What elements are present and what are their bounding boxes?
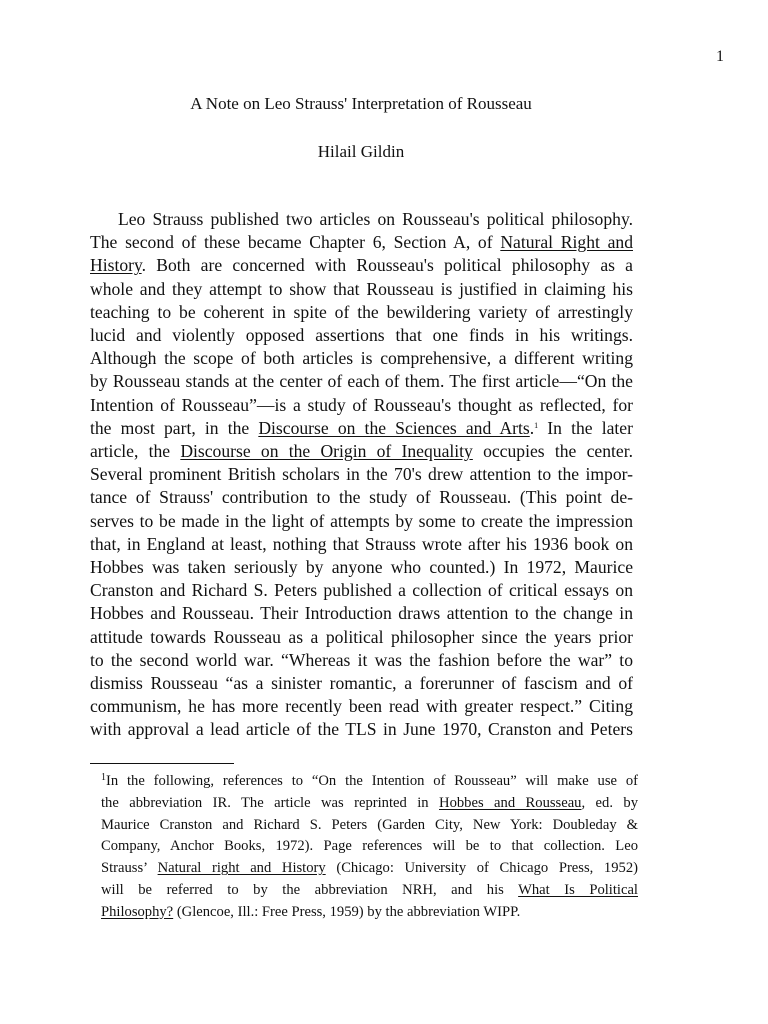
text-run: (Chicago: University of Chicago Press, 1952) bbox=[336, 860, 638, 877]
footnote-line bbox=[101, 858, 638, 880]
document-title: A Note on Leo Strauss' Interpretation of Rousseau bbox=[190, 94, 532, 113]
text-line: Intention of Rousseau”—is a study of Rousseau's thought as reflected, for bbox=[90, 394, 633, 415]
book-title-wipp-part2: Philosophy? bbox=[101, 903, 174, 920]
text-line: by Rousseau stands at the center of each of them. The first article—“On the bbox=[90, 371, 633, 392]
text-line: serves to be made in the light of attempts by some to create the impression bbox=[90, 510, 633, 531]
text-run: occupies the center. bbox=[483, 441, 633, 462]
text-line: with approval a lead article of the TLS in June 1970, Cranston and Peters bbox=[90, 719, 633, 740]
text-line bbox=[90, 254, 633, 277]
text-line: attitude towards Rousseau as a political philosopher since the years prior bbox=[90, 626, 633, 647]
book-title-hobbes-rousseau: Hobbes and Rousseau bbox=[439, 794, 582, 811]
text-line: that, in England at least, nothing that Strauss wrote after his 1936 book on bbox=[90, 533, 633, 554]
text-line: whole and they attempt to show that Rousseau is justified in claiming his bbox=[90, 278, 633, 299]
footnote-line bbox=[101, 880, 638, 902]
book-title-history: History bbox=[90, 255, 142, 276]
text-line: teaching to be coherent in spite of the bewildering variety of arrestingly bbox=[90, 301, 633, 322]
footnote-line: Company, Anchor Books, 1972). Page references will be to that collection. Leo bbox=[101, 838, 638, 855]
text-line: communism, he has more recently been read with greater respect.” Citing bbox=[90, 696, 633, 717]
text-run: . Both are concerned with Rousseau's political philosophy as a bbox=[141, 255, 633, 276]
footnote-line bbox=[101, 902, 638, 924]
text-run: will be referred to by the abbreviation NRH, and his bbox=[101, 881, 504, 898]
book-title-natural-right: Natural Right and bbox=[500, 232, 633, 253]
page-number: 1 bbox=[716, 48, 724, 65]
text-run: (Glencoe, Ill.: Free Press, 1959) by the abbreviation WIPP. bbox=[173, 903, 521, 920]
text-run: Strauss’ bbox=[101, 860, 147, 877]
text-line: Hobbes was taken seriously by anyone who counted.) In 1972, Maurice bbox=[90, 557, 633, 578]
footnote bbox=[101, 771, 638, 924]
footnote-line bbox=[101, 793, 638, 815]
text-line: Several prominent British scholars in the 70's drew attention to the impor- bbox=[90, 464, 633, 485]
footnote-number: 1 bbox=[101, 772, 106, 783]
body-paragraph bbox=[90, 208, 633, 742]
text-line: Leo Strauss published two articles on Rousseau's political philosophy. bbox=[118, 209, 633, 229]
footnote-divider bbox=[90, 763, 234, 764]
text-run: In the following, references to “On the Intention of Rousseau” will make use of bbox=[106, 773, 638, 789]
book-title-wipp-part1: What Is Political bbox=[518, 881, 638, 898]
book-title-sciences-arts: Discourse on the Sciences and Arts bbox=[258, 417, 530, 438]
text-run: The second of these became Chapter 6, Section A, of bbox=[90, 232, 493, 253]
text-line bbox=[90, 231, 633, 254]
text-line bbox=[90, 440, 633, 463]
book-title-inequality: Discourse on the Origin of Inequality bbox=[180, 441, 473, 462]
text-run: the most part, in the bbox=[90, 417, 250, 438]
text-line: dismiss Rousseau “as a sinister romantic, a forerunner of fascism and of bbox=[90, 673, 633, 694]
footnote-line: Maurice Cranston and Richard S. Peters (Garden City, New York: Doubleday & bbox=[101, 816, 638, 833]
book-title-nrh: Natural right and History bbox=[157, 860, 326, 877]
text-line: Although the scope of both articles is comprehensive, a different writing bbox=[90, 348, 633, 369]
text-line: Cranston and Richard S. Peters published a collection of critical essays on bbox=[90, 580, 633, 601]
text-line: tance of Strauss' contribution to the study of Rousseau. (This point de- bbox=[90, 487, 633, 508]
text-line bbox=[90, 417, 633, 440]
text-run: , ed. by bbox=[581, 794, 638, 811]
text-line: to the second world war. “Whereas it was the fashion before the war” to bbox=[90, 649, 633, 670]
text-run: article, the bbox=[90, 441, 171, 462]
text-run: the abbreviation IR. The article was reprinted in bbox=[101, 794, 429, 811]
text-line: lucid and violently opposed assertions that one finds in his writings. bbox=[90, 325, 633, 346]
text-run: In the later bbox=[538, 417, 633, 438]
document-author: Hilail Gildin bbox=[317, 142, 405, 161]
footnote-reference[interactable]: 1 bbox=[534, 420, 539, 430]
text-run: . bbox=[529, 417, 535, 438]
text-line: Hobbes and Rousseau. Their Introduction draws attention to the change in bbox=[90, 603, 633, 624]
footnote-line bbox=[101, 771, 638, 793]
